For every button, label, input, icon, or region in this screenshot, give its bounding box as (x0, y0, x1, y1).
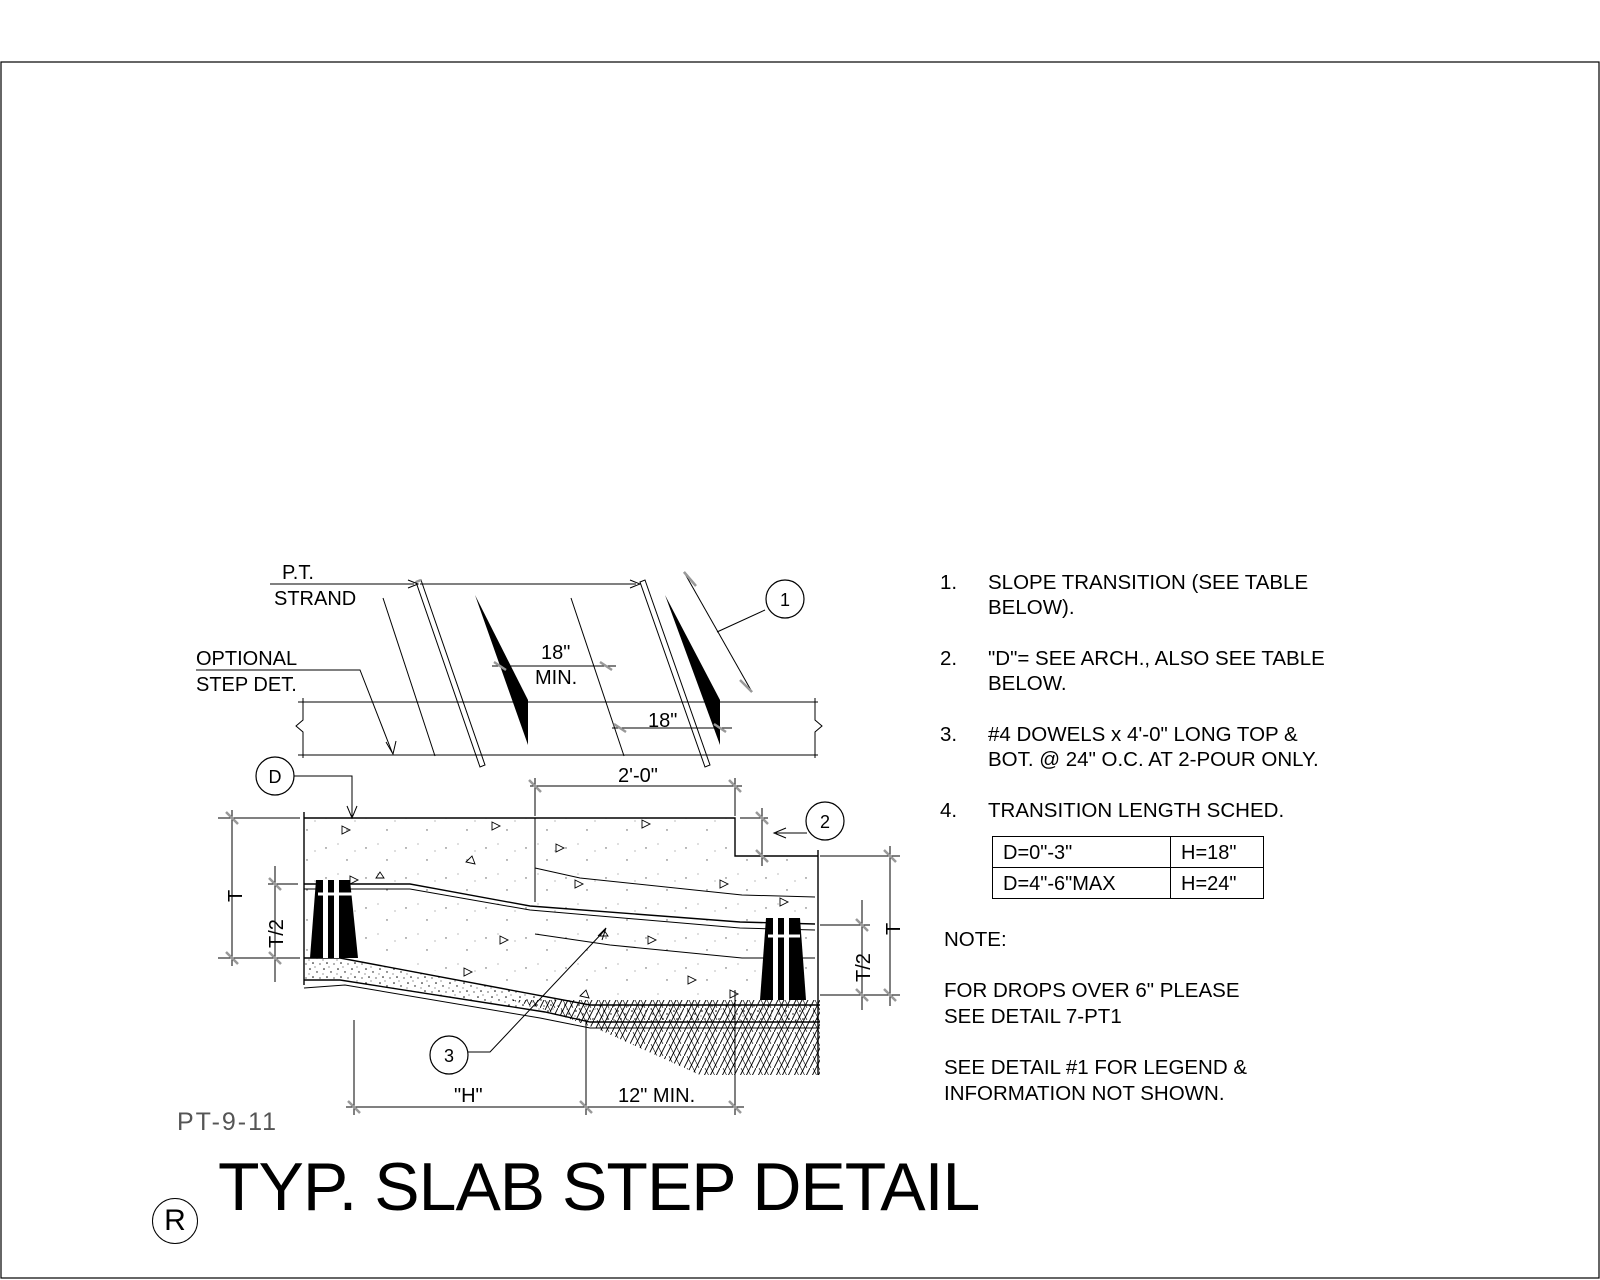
note-1 (940, 570, 1460, 620)
note-number: 2. (940, 647, 958, 670)
schedule-d-cell: D=0"-3" (993, 837, 1171, 868)
note-number: 1. (940, 571, 958, 594)
callout-bubble-1 (766, 580, 804, 618)
note-2 (940, 646, 1460, 696)
dim-t2-right-label: T/2 (853, 953, 875, 982)
min18-label-2: MIN. (535, 667, 578, 689)
schedule-h-cell: H=24" (1171, 868, 1264, 899)
table-row (993, 837, 1264, 868)
drawing-id: PT-9-11 (177, 1108, 279, 1136)
note-4 (940, 798, 1460, 823)
note-number: 3. (940, 723, 958, 746)
callout-bubble-d (256, 757, 294, 795)
dim-h-label: "H" (454, 1085, 483, 1107)
pt-strand-label-1: P.T. (282, 562, 314, 584)
dim-18-label: 18" (648, 710, 678, 732)
min18-label-1: 18" (541, 642, 571, 664)
note-heading: NOTE: (944, 928, 1007, 951)
note-text: "D"= SEE ARCH., ALSO SEE TABLE BELOW. (988, 647, 1325, 695)
note-legend: SEE DETAIL #1 FOR LEGEND & INFORMATION NOT SHOWN. (944, 1056, 1248, 1105)
note-3 (940, 722, 1460, 772)
optional-label-2: STEP DET. (196, 674, 297, 696)
dim-12min-label: 12" MIN. (618, 1085, 696, 1107)
note-number: 4. (940, 799, 958, 822)
section-view (304, 812, 820, 1075)
dim-2-0-label: 2'-0" (618, 765, 658, 787)
optional-label-1: OPTIONAL (196, 648, 298, 670)
detail-mark-bubble: R (152, 1198, 198, 1244)
callout-bubble-2 (806, 802, 844, 840)
schedule-h-cell: H=18" (1171, 837, 1264, 868)
detail-title: TYP. SLAB STEP DETAIL (218, 1149, 980, 1225)
note-text: #4 DOWELS x 4'-0" LONG TOP & BOT. @ 24" O.C. AT 2-POUR ONLY. (988, 723, 1319, 771)
pt-strand-label-2: STRAND (274, 588, 357, 610)
svg-text:2: 2 (819, 812, 831, 832)
note-text: SLOPE TRANSITION (SEE TABLE BELOW). (988, 571, 1309, 619)
dim-t-left-label: T (225, 889, 247, 902)
table-row (993, 868, 1264, 899)
callout-bubble-3 (430, 1036, 468, 1074)
dim-t2-left-label: T/2 (266, 919, 288, 948)
note-text: TRANSITION LENGTH SCHED. (988, 799, 1285, 822)
svg-text:D: D (268, 767, 282, 787)
transition-schedule-table (992, 836, 1264, 899)
note-drops: FOR DROPS OVER 6" PLEASE SEE DETAIL 7-PT1 (944, 979, 1240, 1028)
schedule-d-cell: D=4"-6"MAX (993, 868, 1171, 899)
svg-text:1: 1 (779, 590, 791, 610)
dim-t-right-label: T (883, 922, 905, 935)
svg-text:3: 3 (443, 1046, 455, 1066)
notes-list (940, 570, 1460, 849)
strand-wedge-1 (475, 595, 528, 745)
